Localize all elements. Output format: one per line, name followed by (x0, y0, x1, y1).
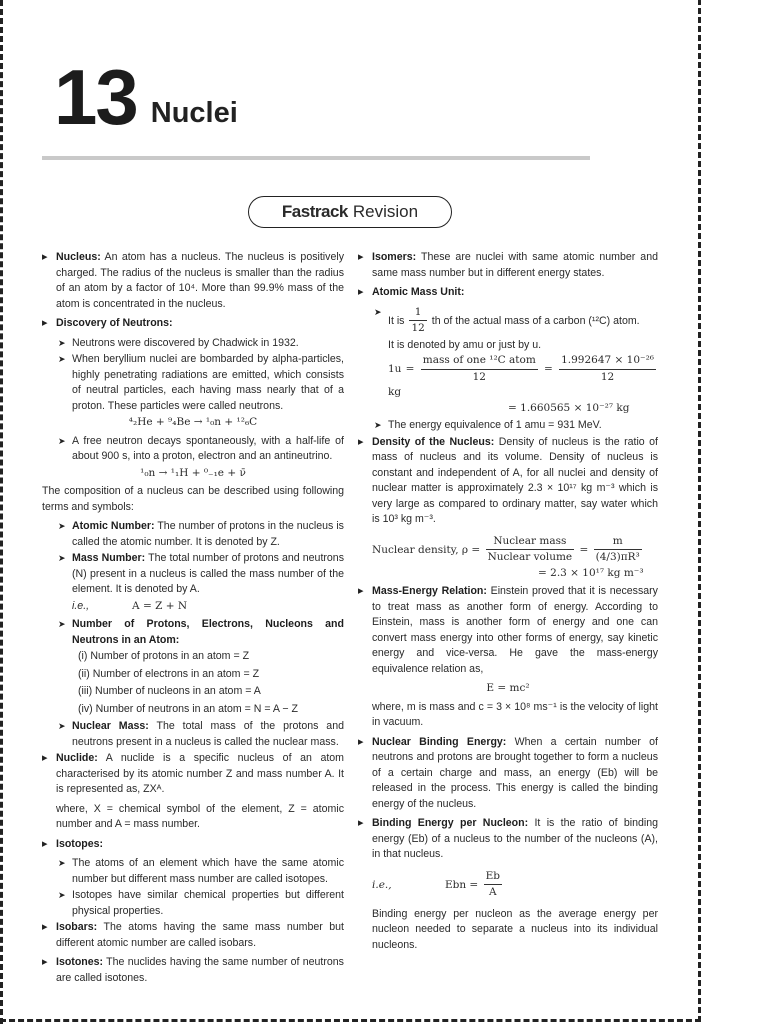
sub-iso-1: ➤ The atoms of an element which have the same atomic number but different mass number are called isotopes. (58, 856, 344, 887)
bepn-num: Eb (484, 869, 502, 886)
ie-label: i.e., (72, 599, 90, 612)
text-binding-energy: When a certain number of neutrons and protons are brought together to form a nucleus of a certain charge and mass, an energy (Eb) will be released in the process. This energy is called the binding energy of the nucleus. (372, 735, 658, 810)
bepn-lhs: Ebn = (444, 878, 479, 891)
term-isotopes: Isotopes: (56, 837, 104, 850)
sub-atomic-number (58, 519, 344, 550)
bullet-bepn (358, 816, 658, 863)
text-isobars: The atoms having the same mass number but different atomic number are called isobars. (56, 921, 344, 949)
sub-amu-energy: ➤ The energy equivalence of 1 amu = 931 MeV. (374, 418, 658, 434)
density-f2-den: (4/3)πR³ (595, 551, 640, 563)
amu-post: th of the actual mass of a carbon (¹²C) atom. (431, 314, 640, 327)
bepn-equation (372, 869, 658, 901)
mass-energy-where: where, m is mass and c = 3 × 10⁸ ms⁻¹ is the velocity of light in vacuum. (372, 700, 658, 728)
text-nucleus: An atom has a nucleus. The nucleus is positively charged. The radius of the nucleus is smaller than the radius of an atom by a factor of 10⁴. More than 99.9% mass of the atom is concentrated in the nucleus. (56, 251, 344, 310)
bullet-amu (358, 285, 658, 301)
ie-equation: A = Z + N (132, 599, 188, 612)
bullet-mass-energy (358, 584, 658, 677)
bullet-isotopes (42, 837, 344, 853)
amu-denoted: It is denoted by amu or just by u. (388, 338, 542, 351)
amu-fraction (409, 305, 426, 337)
banner-word: Revision (352, 202, 419, 221)
term-amu: Atomic Mass Unit: (372, 286, 465, 298)
bepn-fraction (484, 869, 502, 901)
equation-beryllium: ⁴₂He + ⁹₄Be → ¹₀n + ¹²₆C (128, 416, 258, 428)
item-protons: (i) Number of protons in an atom = Z (78, 650, 250, 662)
amu-fraction-1 (421, 353, 538, 385)
item-nucleons: (iii) Number of nucleons in an atom = A (78, 685, 261, 697)
bepn-ie: i.e., (372, 878, 392, 891)
amu-eq-lhs: 1u = (388, 363, 415, 375)
term-mass-number: Mass Number: (72, 552, 146, 564)
item-electrons: (ii) Number of electrons in an atom = Z (78, 667, 260, 680)
bullet-density (358, 435, 658, 528)
bullet-nuclide (42, 751, 344, 798)
bullet-isobars (42, 920, 344, 951)
text-isotones: The nuclides having the same number of neutrons are called isotones. (56, 956, 344, 984)
page-border-left (0, 0, 3, 1024)
chapter-title: Nuclei (150, 97, 238, 129)
bepn-after: Binding energy per nucleon as the average energy per nucleon needed to separate a nucleus into its individual nucleons. (372, 907, 658, 951)
composition-text: The composition of a nucleus can be described using following terms and symbols: (42, 485, 344, 513)
amu-eq-unit: kg (388, 386, 402, 398)
density-equation (372, 534, 658, 566)
left-column (42, 250, 344, 990)
term-binding-energy: Nuclear Binding Energy: (372, 735, 507, 748)
amu-result: = 1.660565 × 10⁻²⁷ kg (508, 401, 630, 414)
text-bepn: It is the ratio of binding energy (Eb) of a nucleus to the number of the nucleons (A), in that nucleus. (372, 817, 659, 860)
right-column (358, 250, 658, 957)
banner-brand: Fastrack (281, 202, 348, 221)
text-isomers: These are nuclei with same atomic number and same mass number but in different energy states. (372, 251, 658, 279)
amu-fraction-den: 12 (411, 322, 425, 334)
heading-rule (42, 156, 590, 160)
term-discovery: Discovery of Neutrons: (56, 317, 173, 329)
amu-equation (388, 353, 658, 401)
amu-fraction-2 (559, 353, 656, 385)
term-nuclear-mass: Nuclear Mass: (72, 720, 149, 732)
amu-f1-num: mass of one ¹²C atom (421, 353, 538, 370)
sub-mass-number (58, 551, 344, 598)
sub-numbers (58, 617, 344, 648)
sub-amu-definition (374, 305, 658, 337)
amu-eq-mid: = (544, 363, 553, 375)
item-neutrons: (iv) Number of neutrons in an atom = N = A − Z (78, 702, 298, 715)
text-atomic-number: The number of protons in the nucleus is called the atomic number. It is denoted by Z. (72, 520, 344, 548)
density-f1-num: Nuclear mass (486, 534, 575, 551)
density-eq-mid: = (579, 543, 589, 556)
bullet-nucleus (42, 250, 344, 312)
amu-pre: It is (388, 314, 405, 327)
equation-emc2: E = mc² (486, 682, 530, 694)
bullet-discovery (42, 316, 344, 332)
term-density: Density of the Nucleus: (372, 435, 495, 448)
term-mass-energy: Mass-Energy Relation: (372, 585, 487, 597)
density-eq-lhs: Nuclear density, ρ = (372, 543, 481, 556)
sub-nuclear-mass (58, 719, 344, 750)
bullet-isotones (42, 955, 344, 986)
amu-fraction-num: 1 (409, 305, 426, 322)
term-isomers: Isomers: (372, 251, 417, 263)
text-mass-energy: Einstein proved that it is necessary to treat mass as another form of energy. According to Einstein, mass is another form of energy and one can convert mass energy into other forms of energy, say kinetic energy and vice-versa. He gave the mass-energy equivalence relation as, (372, 585, 658, 675)
term-numbers: Number of Protons, Electrons, Nucleons and Neutrons in an Atom: (72, 618, 344, 646)
amu-f2-num: 1.992647 × 10⁻²⁶ (559, 353, 656, 370)
sub-disc-2: ➤ When beryllium nuclei are bombarded by alpha-particles, highly penetrating radiations are emitted, which consists of neutral particles, each having mass nearly that of a proton. These particles were called neutrons. (58, 352, 344, 414)
text-mass-number: The total number of protons and neutrons (N) present in a nucleus is called the mass number of the element. It is denoted by A. (72, 552, 344, 595)
term-bepn: Binding Energy per Nucleon: (372, 817, 529, 829)
text-nuclide: A nuclide is a specific nucleus of an atom characterised by its atomic number Z and mass number A. It is represented as, ZXᴬ. (56, 752, 345, 795)
sub-disc-1: ➤ Neutrons were discovered by Chadwick in 1932. (58, 336, 344, 352)
sub-iso-2: ➤ Isotopes have similar chemical properties but different physical properties. (58, 888, 344, 919)
sub-disc-3: ➤ A free neutron decays spontaneously, with a half-life of about 900 s, into a proton, electron and an antineutrino. (58, 434, 344, 465)
density-f2-num: m (594, 534, 642, 551)
density-fraction-1 (486, 534, 575, 566)
bullet-isomers (358, 250, 658, 281)
term-atomic-number: Atomic Number: (72, 520, 155, 532)
text-nuclear-mass: The total mass of the protons and neutrons present in a nucleus is called the nuclear mass. (72, 720, 344, 748)
revision-banner (248, 196, 452, 228)
density-result: = 2.3 × 10¹⁷ kg m⁻³ (538, 566, 644, 579)
density-fraction-2 (594, 534, 642, 566)
density-f1-den: Nuclear volume (487, 551, 573, 563)
term-nucleus: Nucleus: (56, 251, 101, 263)
amu-f1-den: 12 (472, 370, 486, 383)
mass-number-equation (72, 599, 344, 615)
amu-f2-den: 12 (600, 370, 615, 383)
term-nuclide: Nuclide: (56, 752, 98, 764)
equation-neutron-decay: ¹₀n → ¹₁H + ⁰₋₁e + ν̄ (140, 466, 246, 479)
term-isotones: Isotones: (56, 956, 104, 968)
nuclide-where: where, X = chemical symbol of the element, Z = atomic number and A = mass number. (56, 802, 344, 830)
bullet-binding-energy (358, 735, 658, 813)
term-isobars: Isobars: (56, 921, 98, 933)
chapter-heading (54, 53, 238, 141)
bepn-den: A (488, 886, 497, 898)
chapter-number: 13 (54, 53, 137, 141)
text-density: Density of nucleus is the ratio of mass of nucleus and its volume. Density of nucleus is constant and independent of A, for all nuclei and density of nuclear matter is approximately 2.3 × 10¹⁷ kg m⁻³ which is very large as compared to ordinary matter, say water which is 10³ kg m⁻³. (372, 435, 658, 525)
